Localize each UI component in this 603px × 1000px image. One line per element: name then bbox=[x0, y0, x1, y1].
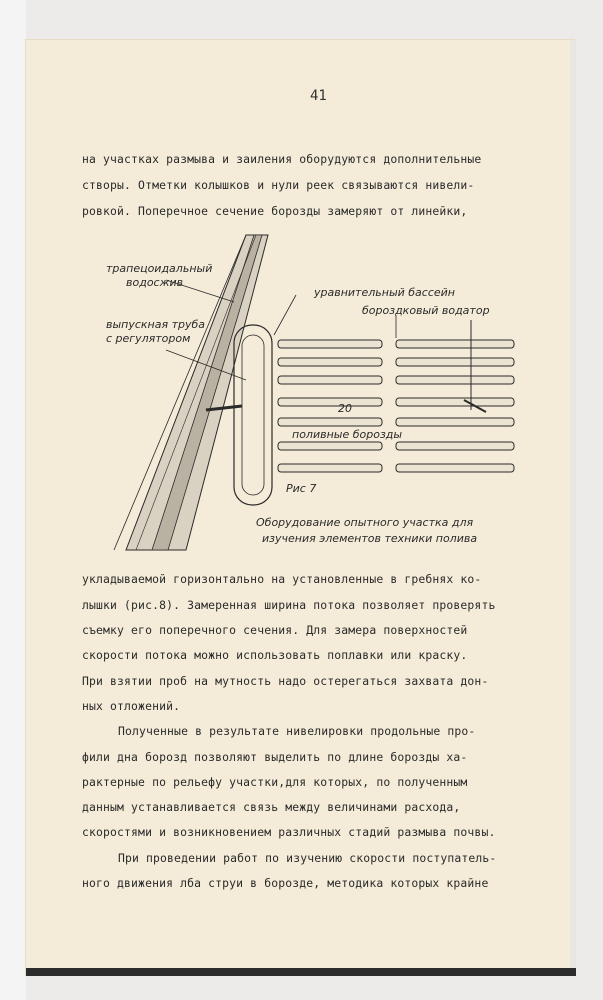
page-edge-shadow bbox=[570, 40, 576, 975]
label-irrigation-furrows: поливные борозды bbox=[292, 428, 403, 441]
text-line: При проведении работ по изучению скорости поступатель- bbox=[118, 851, 497, 865]
text-line: створы. Отметки колышков и нули реек связываются нивели- bbox=[82, 178, 475, 192]
text-line: ного движения лба струи в борозде, методика которых крайне bbox=[82, 876, 489, 890]
figure-number: Рис 7 bbox=[286, 482, 317, 495]
text-line: рактерные по рельефу участки,для которых, по полученным bbox=[82, 775, 468, 789]
text-line: фили дна борозд позволяют выделить по длине борозды ха- bbox=[82, 750, 468, 764]
text-line: на участках размыва и заиления оборудуются дополнительные bbox=[82, 152, 482, 166]
text-line: лышки (рис.8). Замеренная ширина потока позволяет проверять bbox=[82, 598, 496, 612]
scan-bottom-edge bbox=[26, 968, 576, 976]
label-equalizing-basin: уравнительный бассейн bbox=[314, 286, 455, 299]
figure-caption-2: изучения элементов техники полива bbox=[262, 532, 478, 545]
text-line: ровкой. Поперечное сечение борозды замеряют от линейки, bbox=[82, 204, 468, 218]
text-line: скорости потока можно использовать поплавки или краску. bbox=[82, 648, 468, 662]
figure-diagram bbox=[96, 230, 526, 560]
label-furrow-feeder: бороздковый водатор bbox=[362, 304, 490, 317]
text-line: укладываемой горизонтально на установленные в гребнях ко- bbox=[82, 572, 482, 586]
label-outlet-pipe-1: выпускная труба bbox=[106, 318, 206, 331]
text-line: скоростями и возникновением различных стадий размыва почвы. bbox=[82, 825, 496, 839]
figure-caption-1: Оборудование опытного участка для bbox=[256, 516, 474, 529]
label-trapezoid-chute-2: водосжив bbox=[126, 276, 184, 289]
text-line: данным устанавливается связь между величинами расхода, bbox=[82, 800, 461, 814]
equalizing-basin bbox=[234, 325, 272, 505]
scan-border-left bbox=[0, 0, 26, 1000]
text-line: При взятии проб на мутность надо остерегаться захвата дон- bbox=[82, 674, 489, 688]
irrigation-equipment-drawing bbox=[96, 230, 526, 560]
label-distance-mark: 20 bbox=[338, 402, 352, 415]
text-line: съемку его поперечного сечения. Для замера поверхностей bbox=[82, 623, 468, 637]
text-line: Полученные в результате нивелировки продольные про- bbox=[118, 724, 476, 738]
text-line: ных отложений. bbox=[82, 699, 181, 713]
irrigation-furrows bbox=[278, 340, 514, 472]
page-number: 41 bbox=[310, 88, 327, 104]
label-outlet-pipe-2: с регулятором bbox=[106, 332, 191, 345]
label-trapezoid-chute-1: трапецоидальный bbox=[106, 262, 213, 275]
